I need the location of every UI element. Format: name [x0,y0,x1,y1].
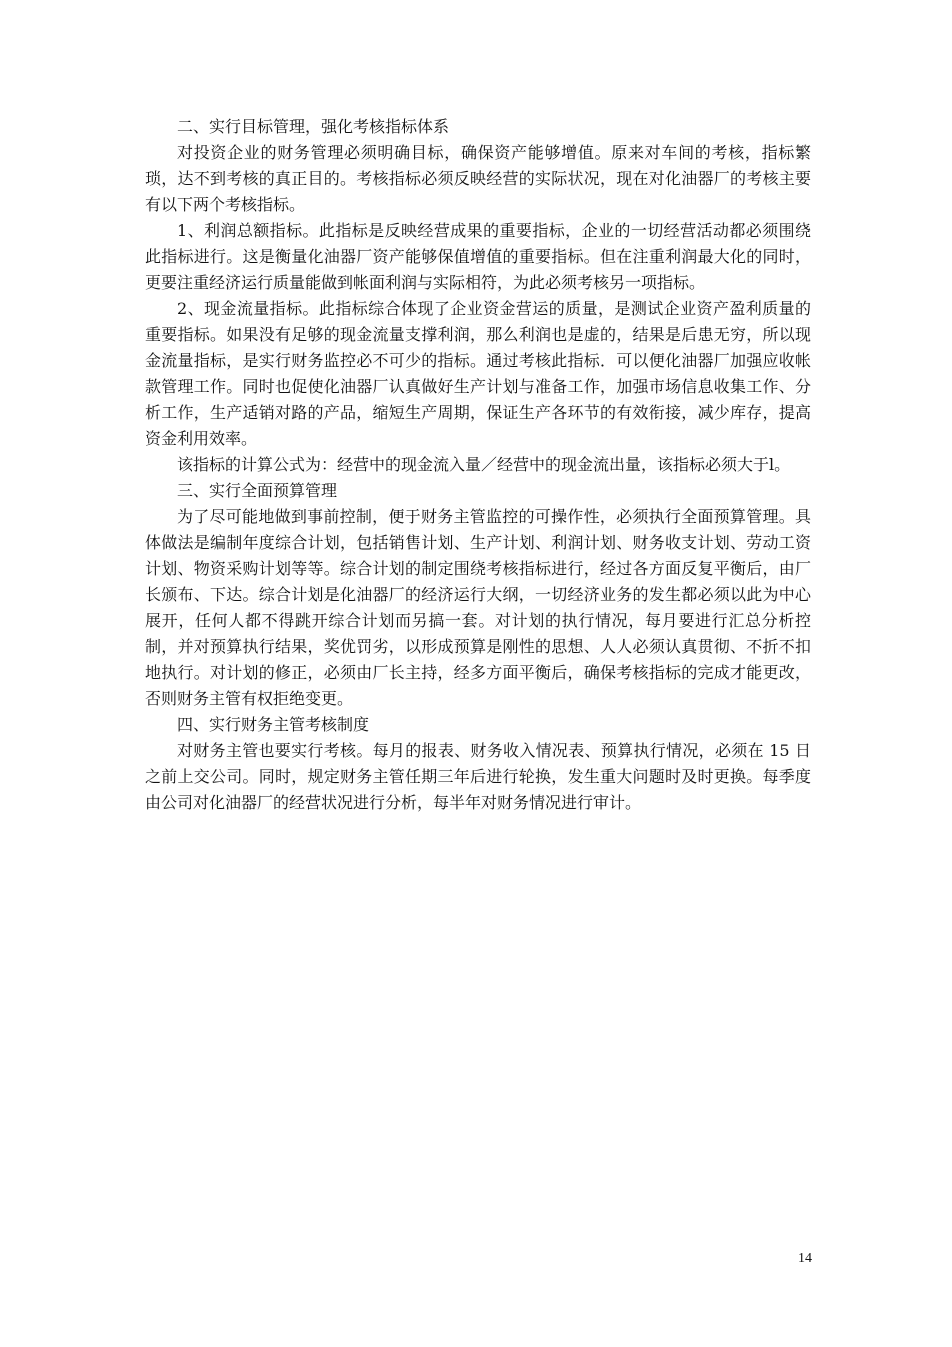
paragraph-cash-flow-indicator: 2、现金流量指标。此指标综合体现了企业资金营运的质量，是测试企业资产盈利质量的重要指标。如果没有足够的现金流量支撑利润，那么利润也是虚的，结果是后患无穷，所以现金流量指标，是实行财务监控必不可少的指标。通过考核此指标．可以便化油器厂加强应收帐款管理工作。同时也促使化油器厂认真做好生产计划与准备工作，加强市场信息收集工作、分析工作，生产适销对路的产品，缩短生产周期，保证生产各环节的有效衔接，减少库存，提高资金利用效率。 [145,299,811,448]
paragraph-finance-supervisor: 对财务主管也要实行考核。每月的报表、财务收入情况表、预算执行情况，必须在 15 日之前上交公司。同时，规定财务主管任期三年后进行轮换，发生重大问题时及时更换。每季度由公司对化油器厂的经营状况进行分析，每半年对财务情况进行审计。 [145,741,811,812]
page-number: 14 [798,1251,812,1266]
paragraph-budget-management: 为了尽可能地做到事前控制，便于财务主管监控的可操作性，必须执行全面预算管理。具体做法是编制年度综合计划，包括销售计划、生产计划、利润计划、财务收支计划、劳动工资计划、物资采购计划等等。综合计划的制定围绕考核指标进行，经过各方面反复平衡后，由厂长颁布、下达。综合计划是化油器厂的经济运行大纲，一切经济业务的发生都必须以此为中心展开，任何人都不得跳开综合计划而另搞一套。对计划的执行情况，每月要进行汇总分析控制，并对预算执行结果，奖优罚劣，以形成预算是刚性的思想、人人必须认真贯彻、不折不扣地执行。对计划的修正，必须由厂长主持，经多方面平衡后，确保考核指标的完成才能更改，否则财务主管有权拒绝变更。 [145,507,811,708]
section-heading-2: 二、实行目标管理，强化考核指标体系 [177,117,450,136]
section-heading-4: 四、实行财务主管考核制度 [177,715,370,734]
document-body [145,114,811,816]
paragraph-target-management: 对投资企业的财务管理必须明确目标，确保资产能够增值。原来对车间的考核，指标繁琐，达不到考核的真正目的。考核指标必须反映经营的实际状况，现在对化油器厂的考核主要有以下两个考核指标。 [145,143,811,214]
paragraph-formula: 该指标的计算公式为：经营中的现金流入量／经营中的现金流出量，该指标必须大于l。 [177,455,791,474]
paragraph-profit-indicator: 1、利润总额指标。此指标是反映经营成果的重要指标，企业的一切经营活动都必须围绕此指标进行。这是衡量化油器厂资产能够保值增值的重要指标。但在注重利润最大化的同时，更要注重经济运行质量能做到帐面利润与实际相符，为此必须考核另一项指标。 [145,221,811,292]
section-heading-3: 三、实行全面预算管理 [177,481,338,500]
